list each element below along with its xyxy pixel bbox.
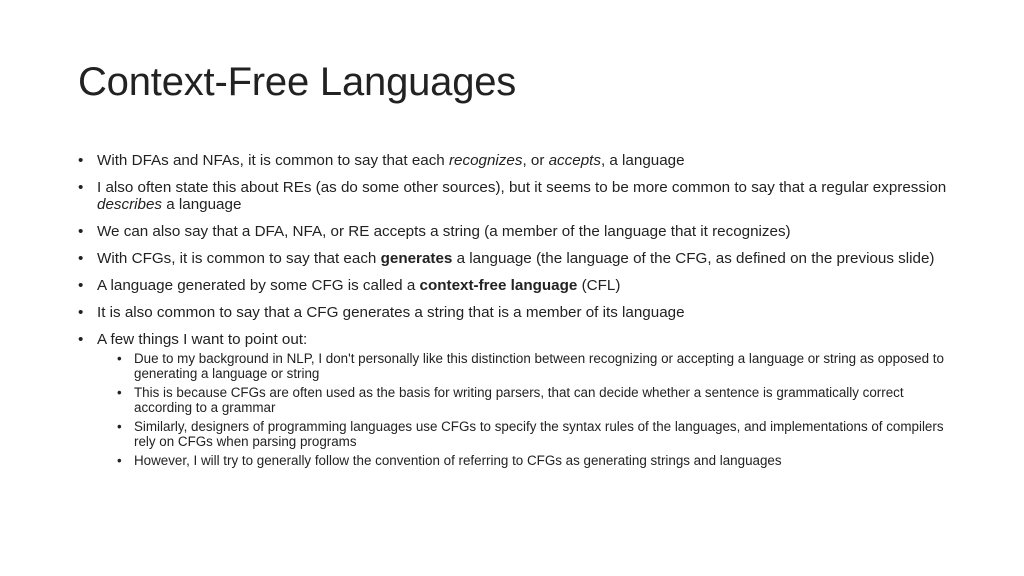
bullet-item: [78, 179, 948, 213]
sub-bullet-item: • However, I will try to generally follow the convention of referring to CFGs as generating strings and languages: [115, 453, 948, 468]
slide-title: Context-Free Languages: [78, 60, 517, 104]
sub-bullet-list: [97, 351, 948, 468]
bullet-text: a language: [162, 196, 242, 213]
bullet-item: [78, 223, 948, 240]
bullet-text: It is also common to say that a CFG generates a string that is a member of its language: [97, 304, 685, 321]
bullet-text: With CFGs, it is common to say that each: [97, 250, 381, 267]
bullet-text: a language (the language of the CFG, as defined on the previous slide): [452, 250, 935, 267]
bullet-text: , a language: [600, 152, 685, 169]
sub-bullet-item: • Similarly, designers of programming languages use CFGs to specify the syntax rules of the languages, and implementations of compilers rely on CFGs when parsing programs: [115, 419, 948, 449]
bullet-item: [78, 250, 948, 267]
bullet-italic-text: accepts: [548, 152, 601, 169]
bullet-item: [78, 277, 948, 294]
bullet-list: [78, 152, 948, 468]
bullet-italic-text: recognizes: [448, 152, 523, 169]
bullet-text: With DFAs and NFAs, it is common to say that each: [97, 152, 449, 169]
bullet-bold-text: generates: [380, 250, 453, 267]
bullet-italic-text: describes: [97, 196, 162, 213]
bullet-text: A language generated by some CFG is called a: [97, 277, 420, 294]
bullet-item: [78, 331, 948, 468]
bullet-text: A few things I want to point out:: [97, 331, 308, 348]
bullet-item: [78, 304, 948, 321]
bullet-text: , or: [522, 152, 549, 169]
bullet-text: (CFL): [577, 277, 621, 294]
slide-body: [78, 152, 948, 478]
bullet-item: [78, 152, 948, 169]
bullet-text: I also often state this about REs (as do some other sources), but it seems to be more common to say that a regular expression: [97, 179, 947, 196]
sub-bullet-item: • This is because CFGs are often used as the basis for writing parsers, that can decide whether a sentence is grammatically correct according to a grammar: [115, 385, 948, 415]
bullet-bold-text: context-free language: [419, 277, 578, 294]
bullet-text: We can also say that a DFA, NFA, or RE accepts a string (a member of the language that it recognizes): [97, 223, 791, 240]
sub-bullet-item: • Due to my background in NLP, I don't personally like this distinction between recognizing or accepting a language or string as opposed to generating a language or string: [115, 351, 948, 381]
